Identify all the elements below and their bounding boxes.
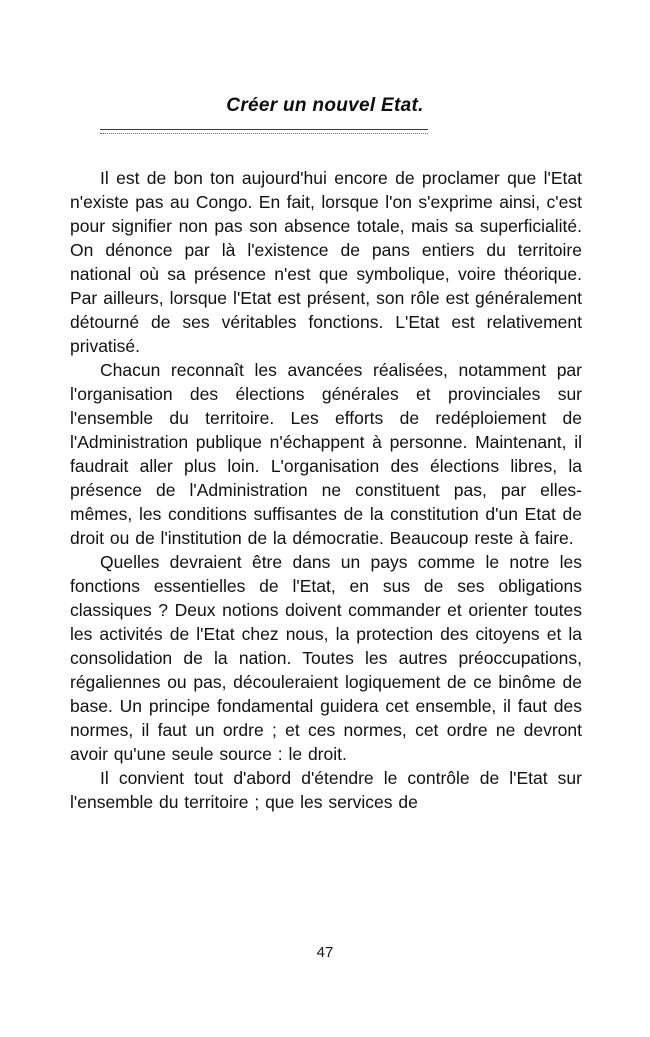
body-text bbox=[70, 166, 582, 814]
paragraph: Il est de bon ton aujourd'hui encore de proclamer que l'Etat n'existe pas au Congo. En fait, lorsque l'on s'exprime ainsi, c'est pour signifier non pas son absence totale, mais sa superficialité. On dénonce par là l'existence de pans entiers du territoire national où sa présence n'est que symbolique, voire théorique. Par ailleurs, lorsque l'Etat est présent, son rôle est généralement détourné de ses véritables fonctions. L'Etat est relativement privatisé. bbox=[70, 168, 582, 356]
paragraph: Chacun reconnaît les avancées réalisées, notamment par l'organisation des élections générales et provinciales sur l'ensemble du territoire. Les efforts de redéploiement de l'Administration publique n'échappent à personne. Maintenant, il faudrait aller plus loin. L'organisation des élections libres, la présence de l'Administration ne constituent pas, par elles-mêmes, les conditions suffisantes de la constitution d'un Etat de droit ou de l'institution de la démocratie. Beaucoup reste à faire. bbox=[70, 360, 582, 548]
paragraph: Il convient tout d'abord d'étendre le contrôle de l'Etat sur l'ensemble du territoire ; que les services de bbox=[70, 768, 582, 812]
paragraph: Quelles devraient être dans un pays comme le notre les fonctions essentielles de l'Etat, en sus de ses obligations classiques ? Deux notions doivent commander et orienter toutes les activités de l'Etat chez nous, la protection des citoyens et la consolidation de la nation. Toutes les autres préoccupations, régaliennes ou pas, découleraient logiquement de ce binôme de base. Un principe fondamental guidera cet ensemble, il faut des normes, il faut un ordre ; et ces normes, cet ordre ne devront avoir qu'une seule source : le droit. bbox=[70, 552, 582, 764]
page-number: 47 bbox=[316, 944, 334, 961]
page-title: Créer un nouvel Etat. bbox=[226, 95, 424, 116]
title-underline-rule bbox=[100, 129, 428, 134]
